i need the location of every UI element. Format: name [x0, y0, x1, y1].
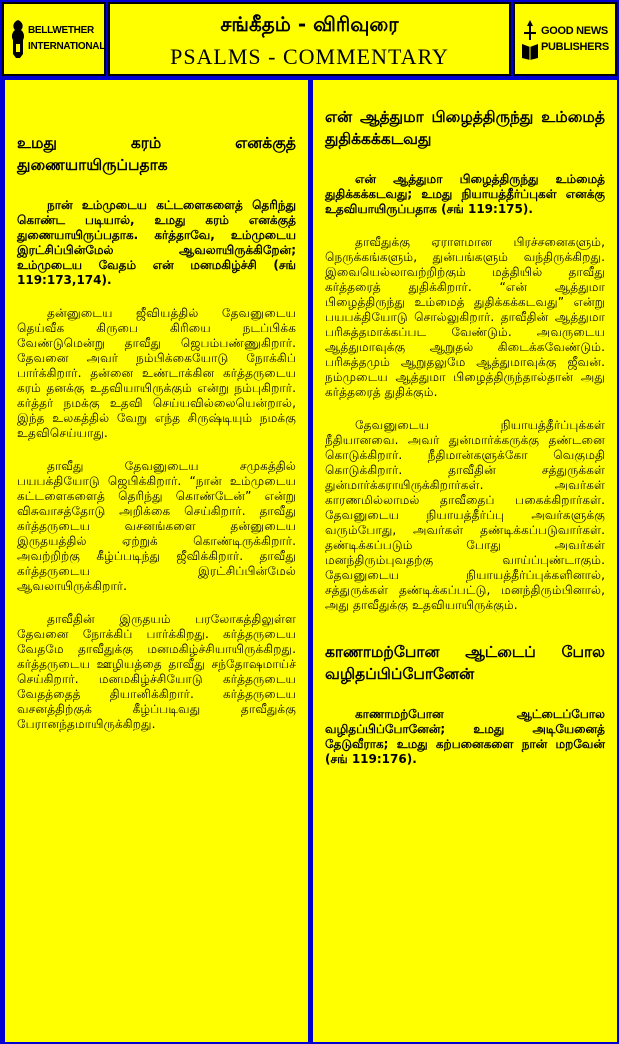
scripture-verse: காணாமற்போன ஆட்டைப்போல வழிதப்பிப்போனேன்; உமது அடியேனைத் தேடுவீராக; உமது கற்பனைகளை நான் மறவேன் (சங் 119:176).: [325, 707, 605, 766]
bellwether-logo-box: [2, 2, 106, 76]
title-box: [108, 2, 511, 76]
good-news-logo-box: [513, 2, 617, 76]
good-news-logo: [521, 18, 611, 62]
book-icon: [521, 20, 539, 60]
scripture-verse: என் ஆத்துமா பிழைத்திருந்து உம்மைத் துதிக்கக்கடவது; உமது நியாயத்தீர்ப்புகள் எனக்கு உதவியாயிருப்பதாக (சங் 119:175).: [325, 172, 605, 216]
commentary-paragraph: தன்னுடைய ஜீவியத்தில் தேவனுடைய தெய்வீக கிருபை கிரியை நடப்பிக்க வேண்டுமென்று தாவீது ஜெபம்பண்ணுகிறார். தேவனை அவர் நம்பிக்கையோடு நோக்கிப் பார்க்கிறார். தன்னை உண்டாக்கின கர்த்தருடைய கரம் தனக்கு உதவியாயிருக்கும் என்று நம்புகிறார். கர்த்தர் நமக்கு உதவி செய்யவில்லையென்றால், இந்த உலகத்தில் வேறு எந்த சிருஷ்டியும் நமக்கு உதவிசெய்யாது.: [17, 306, 296, 440]
logo-text-line1: GOOD NEWS: [541, 25, 608, 37]
commentary-paragraph: தாவீதின் இருதயம் பரலோகத்திலுள்ள தேவனை நோக்கிப் பார்க்கிறது. கர்த்தருடைய வேதமே தாவீதுக்கு மனமகிழ்ச்சியாயிருக்கிறது. கர்த்தருடைய ஊழியத்தை தாவீது சந்தோஷமாய்ச் செய்கிறார். மனமகிழ்ச்சியோடு கர்த்தருடைய வேதத்தைத் தியானிக்கிறார். கர்த்தருடைய வசனத்திற்குக் கீழ்ப்படிவது தாவீதுக்கு பேரானந்தமாயிருக்கிறது.: [17, 612, 296, 731]
logo-text-line2: PUBLISHERS: [541, 41, 609, 53]
bellwether-logo: [10, 18, 106, 62]
page-title-english: PSALMS - COMMENTARY: [170, 44, 449, 69]
scripture-verse: நான் உம்முடைய கட்டளைகளைத் தெரிந்து கொண்ட படியால், உமது கரம் எனக்குத் துணையாயிருப்பதாக. கர்த்தாவே, உம்முடைய இரட்சிப்பின்மேல் ஆவலாயிருக்கிறேன்; உம்முடைய வேதம் என் மனமகிழ்ச்சி (சங் 119:173,174).: [17, 198, 296, 287]
section-heading: உமது கரம் எனக்குத் துணையாயிருப்பதாக: [17, 134, 296, 174]
page-title-tamil: சங்கீதம் - விரிவுரை: [220, 12, 399, 36]
right-column: [313, 80, 617, 1042]
logo-text-line2: INTERNATIONAL: [28, 41, 106, 52]
commentary-paragraph: தேவனுடைய நியாயத்தீர்ப்புக்கள் நீதியானவை. அவர் துன்மார்க்கருக்கு தண்டனை கொடுக்கிறார். நீதிமான்களுக்கோ வெகுமதி கொடுக்கிறார். தாவீதின் சத்துருக்கள் துன்மார்க்கராயிருக்கிறார்கள். அவர்கள் காரணமில்லாமல் தாவீதைப் பகைக்கிறார்கள். தேவனுடைய நியாயத்தீர்ப்பு அவர்களுக்கு வரும்போது, அவர்கள் தண்டிக்கப்படுவார்கள். தண்டிக்கப்படும் போது அவர்கள் மனந்திரும்புவதற்கு வாய்ப்புண்டாகும். தேவனுடைய நியாயத்தீர்ப்புக்களினால், சத்துருக்கள் தண்டிக்கப்பட்டு, மனந்திரும்பினால், அது தாவீதுக்கு உதவியாயிருக்கும்.: [325, 418, 605, 612]
left-column: [5, 80, 308, 1042]
page-header: [2, 2, 617, 76]
section-heading: என் ஆத்துமா பிழைத்திருந்து உம்மைத் துதிக்கக்கடவது: [325, 108, 605, 148]
logo-text-line1: BELLWETHER: [28, 25, 94, 36]
ram-icon: [10, 20, 26, 58]
commentary-paragraph: தாவீதுக்கு ஏராளமான பிரச்சனைகளும், நெருக்கங்களும், துன்பங்களும் வந்திருக்கிறது. இவையெல்லாவற்றிற்கும் மத்தியில் தாவீது கர்த்தரைத் துதிக்கிறார். “என் ஆத்துமா பிழைத்திருந்து உம்மைத் துதிக்கக்கடவது” என்று பயபக்தியோடு சொல்லுகிறார். தாவீதின் ஆத்துமா பரிசுத்தமாக்கப்பட வேண்டும். அவருடைய ஆத்துமாவுக்கு ஆறுதல் கிடைக்கவேண்டும். பரிசுத்தமும் ஆறுதலுமே ஆத்துமாவுக்கு ஜீவன். நம்முடைய ஆத்துமா பிழைத்திருந்தால்தான் அது கர்த்தரைத் துதிக்கும்.: [325, 235, 605, 399]
section-heading: காணாமற்போன ஆட்டைப் போல வழிதப்பிப்போனேன்: [325, 643, 605, 683]
commentary-paragraph: தாவீது தேவனுடைய சமுகத்தில் பயபக்தியோடு ஜெபிக்கிறார். “நான் உம்முடைய கட்டளைகளைத் தெரிந்து கொண்டேன்” என்று விசுவாசத்தோடு அறிக்கை செய்கிறார். தாவீது கர்த்தருடைய வசனங்களை தன்னுடைய இருதயத்தில் ஏற்றுக் கொண்டிருக்கிறார். அவற்றிற்கு கீழ்ப்படிந்து ஜீவிக்கிறார். தாவீது கர்த்தருடைய இரட்சிப்பின்மேல் ஆவலாயிருக்கிறார்.: [17, 459, 296, 593]
